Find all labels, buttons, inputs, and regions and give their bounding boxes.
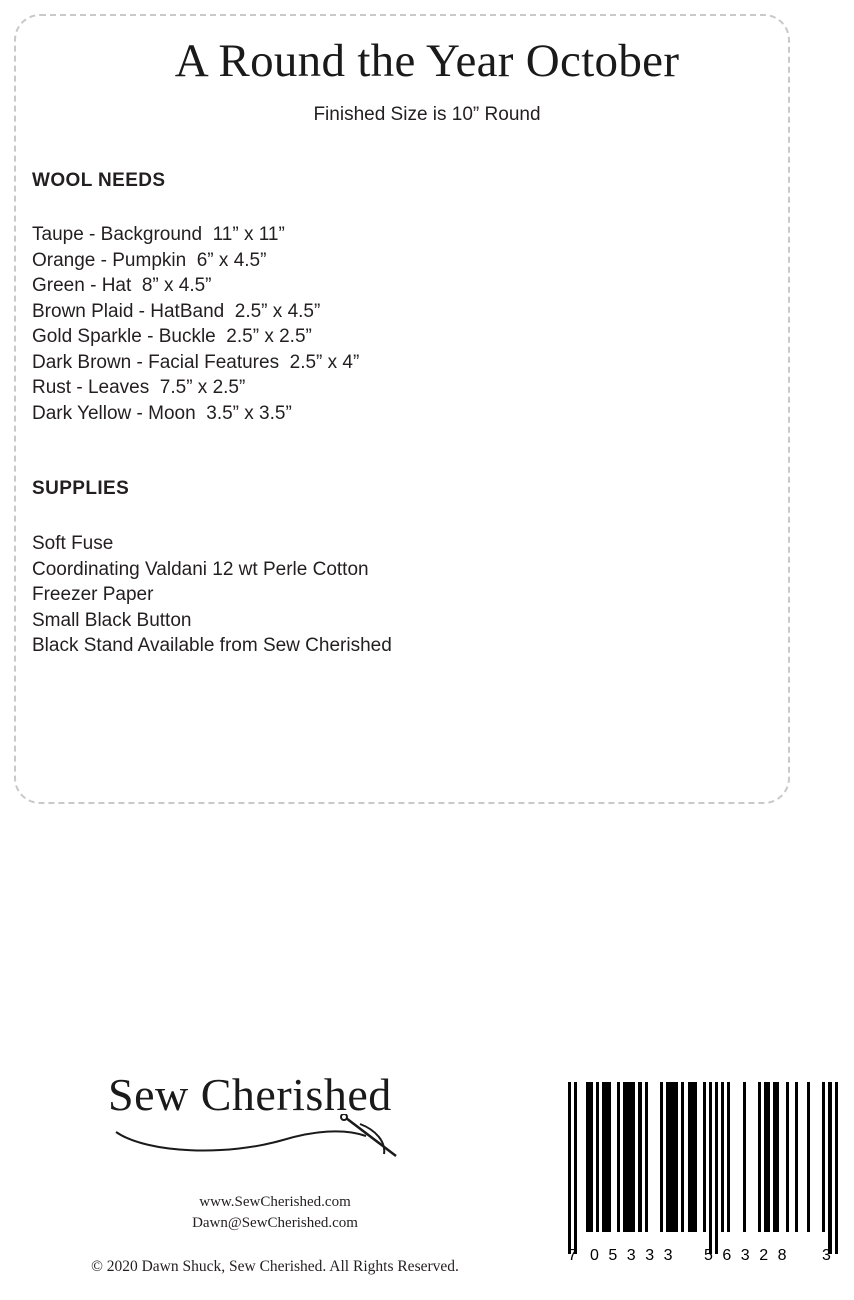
contact-info xyxy=(60,1192,490,1234)
website-url[interactable]: www.SewCherished.com xyxy=(199,1194,351,1210)
list-item: Dark Brown - Facial Features 2.5” x 4” xyxy=(32,351,360,373)
list-item: Taupe - Background 11” x 11” xyxy=(32,224,285,245)
list-item: Black Stand Available from Sew Cherished xyxy=(32,635,392,656)
barcode-bars xyxy=(568,1082,838,1254)
list-item: Small Black Button xyxy=(32,609,192,631)
barcode-right-digit: 3 xyxy=(822,1247,831,1264)
page-subtitle: Finished Size is 10” Round xyxy=(313,104,541,125)
barcode-digits xyxy=(568,1247,838,1271)
list-item: Brown Plaid - HatBand 2.5” x 4.5” xyxy=(32,300,321,322)
list-item: Coordinating Valdani 12 wt Perle Cotton xyxy=(32,558,369,580)
logo-flourish-icon xyxy=(108,1114,408,1158)
list-item: Soft Fuse xyxy=(32,533,114,554)
list-item: Green - Hat 8” x 4.5” xyxy=(32,275,212,296)
wool-needs-list xyxy=(32,222,359,426)
supplies-list xyxy=(32,531,392,659)
email-address[interactable]: Dawn@SewCherished.com xyxy=(192,1215,358,1231)
list-item: Freezer Paper xyxy=(32,584,154,605)
list-item: Orange - Pumpkin 6” x 4.5” xyxy=(32,249,267,271)
section-heading-supplies: SUPPLIES xyxy=(32,478,130,499)
copyright-notice: © 2020 Dawn Shuck, Sew Cherished. All Rights Reserved. xyxy=(91,1258,459,1275)
brand-logo xyxy=(108,1068,438,1168)
barcode xyxy=(568,1082,838,1282)
barcode-group-1: 05333 xyxy=(590,1247,682,1264)
list-item: Gold Sparkle - Buckle 2.5” x 2.5” xyxy=(32,326,312,347)
barcode-group-2: 56328 xyxy=(704,1247,796,1264)
barcode-left-digit: 7 xyxy=(568,1247,577,1264)
brand-logo-text: Sew Cherished xyxy=(108,1069,392,1120)
section-heading-wool-needs: WOOL NEEDS xyxy=(32,170,166,191)
page-title: A Round the Year October xyxy=(174,35,680,87)
list-item: Dark Yellow - Moon 3.5” x 3.5” xyxy=(32,402,292,424)
list-item: Rust - Leaves 7.5” x 2.5” xyxy=(32,377,246,398)
